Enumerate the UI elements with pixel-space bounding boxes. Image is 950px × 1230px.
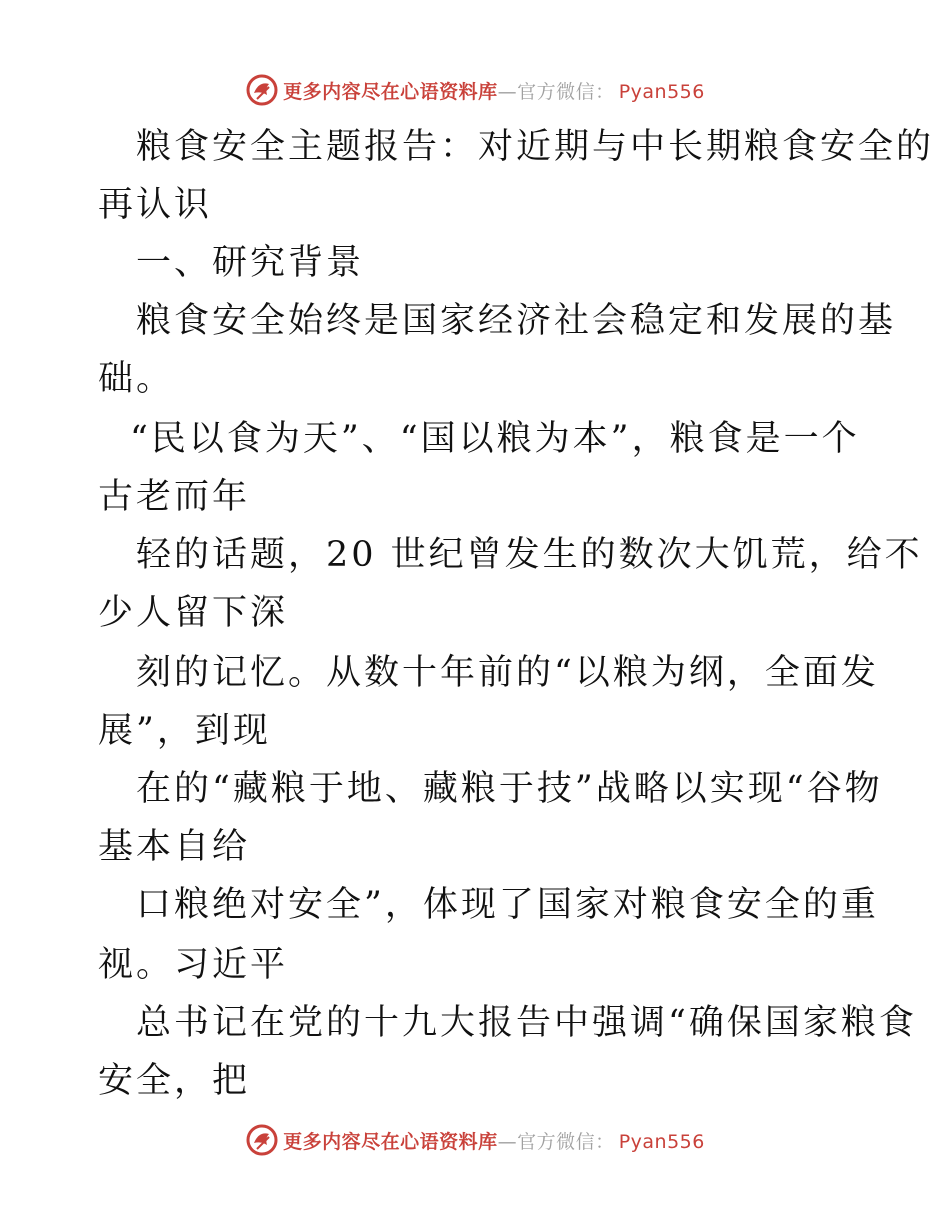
paragraph-line: 安全，把: [98, 1061, 251, 1101]
paragraph-line: “民以食为天”、“国以粮为本”，粮食是一个: [130, 419, 860, 459]
document-title-line-2: 再认识: [98, 185, 213, 225]
paragraph-line: 在的“藏粮于地、藏粮于技”战略以实现“谷物: [136, 769, 883, 809]
wechat-id: Pyan556: [618, 1130, 705, 1153]
paragraph-line: 粮食安全始终是国家经济社会稳定和发展的基: [136, 301, 897, 341]
footer-watermark-banner: [0, 1120, 950, 1160]
paragraph-line: 展”，到现: [98, 711, 271, 751]
brand-name: 更多内容尽在心语资料库: [283, 80, 498, 103]
paragraph-line: 口粮绝对安全”，体现了国家对粮食安全的重: [136, 885, 879, 925]
wechat-label: 官方微信：: [517, 80, 615, 103]
brand-name: 更多内容尽在心语资料库: [283, 1130, 498, 1153]
paragraph-line: 视。习近平: [98, 945, 289, 985]
tiger-logo-icon: [245, 73, 279, 107]
paragraph-line: 础。: [98, 359, 175, 399]
paragraph-line: 轻的话题，20 世纪曾发生的数次大饥荒，给不: [136, 535, 923, 575]
header-watermark-banner: [0, 70, 950, 110]
paragraph-line: 古老而年: [98, 477, 251, 517]
paragraph-line: 基本自给: [98, 827, 251, 867]
watermark-text: [283, 77, 705, 104]
paragraph-line: 刻的记忆。从数十年前的“以粮为纲，全面发: [136, 653, 879, 693]
section-heading: 一、研究背景: [136, 243, 365, 283]
wechat-label: 官方微信：: [517, 1130, 615, 1153]
document-title-line-1: 粮食安全主题报告：对近期与中长期粮食安全的: [136, 127, 935, 167]
separator-dash: —: [497, 1130, 518, 1153]
paragraph-line: 少人留下深: [98, 593, 289, 633]
tiger-logo-icon: [245, 1123, 279, 1157]
paragraph-line: 总书记在党的十九大报告中强调“确保国家粮食: [136, 1003, 917, 1043]
watermark-text: [283, 1127, 705, 1154]
separator-dash: —: [497, 80, 518, 103]
wechat-id: Pyan556: [618, 80, 705, 103]
